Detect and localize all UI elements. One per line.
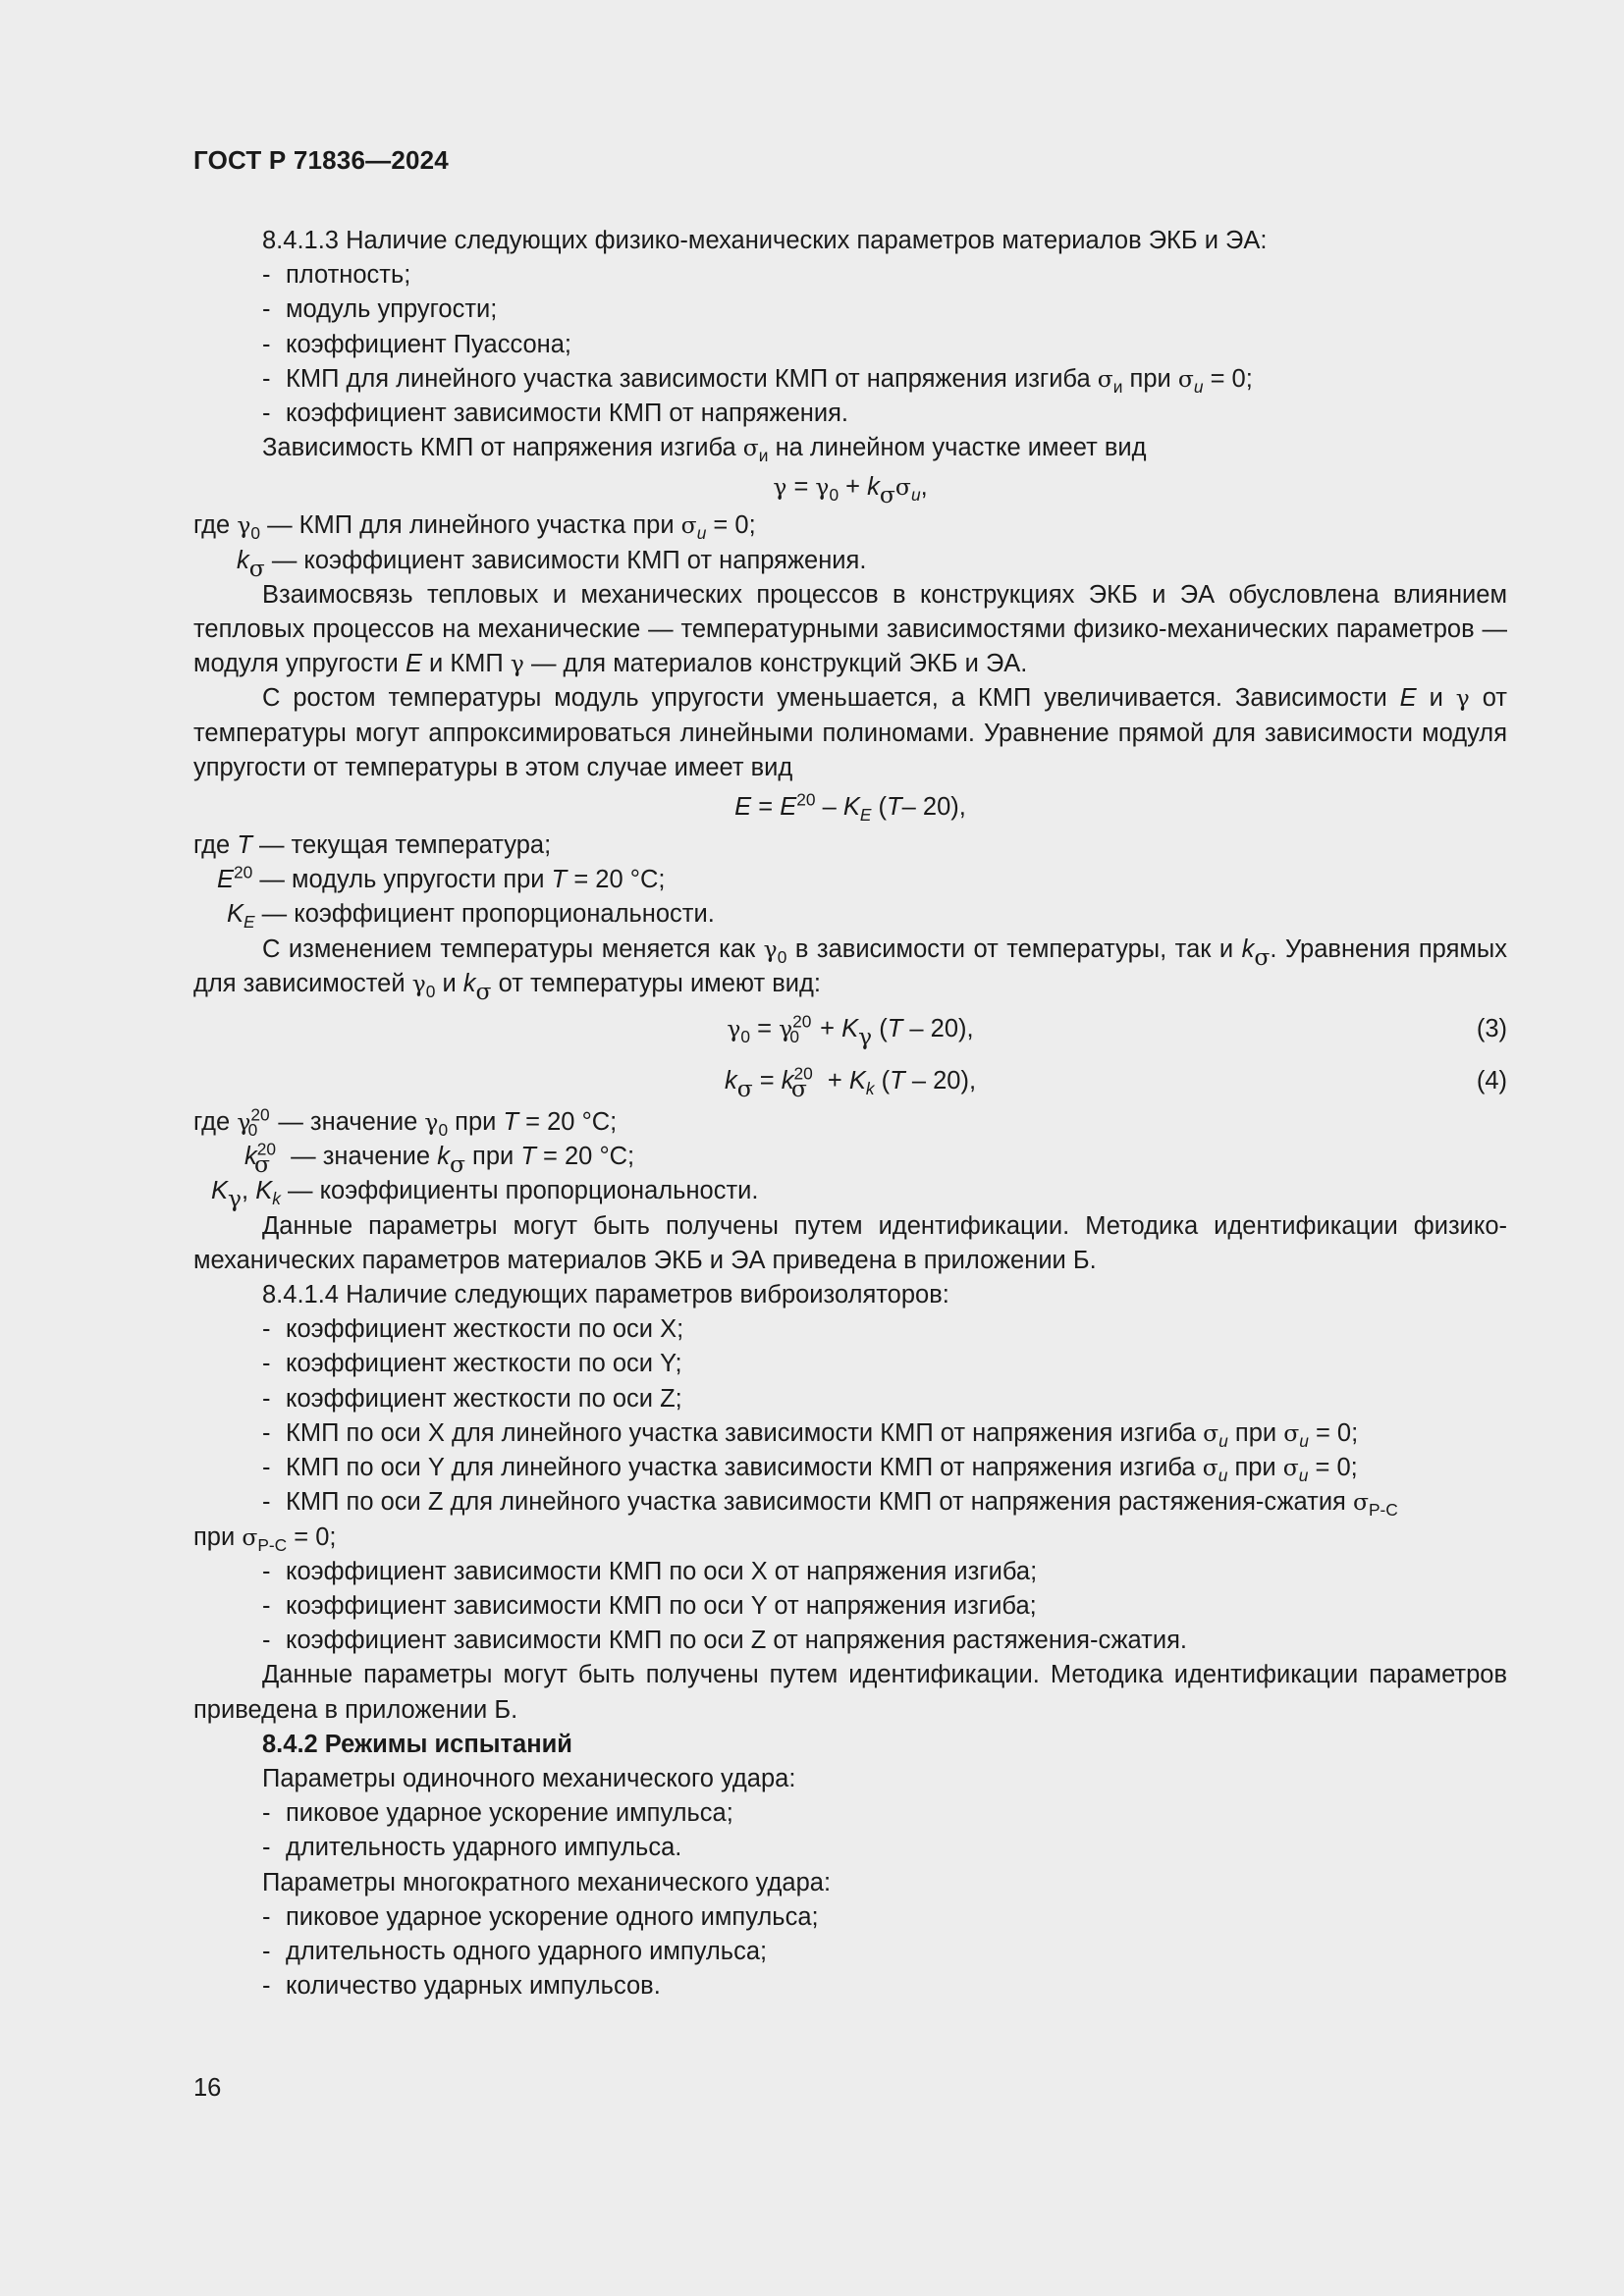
where-line: где T — текущая температура; [193, 831, 552, 860]
paragraph: Параметры одиночного механического удара: [262, 1764, 796, 1792]
page-number: 16 [193, 2074, 222, 2102]
where-line: $K_E$ — коэффициент пропорциональности. [227, 900, 715, 933]
paragraph: Параметры многократного механического удара: [262, 1868, 832, 1896]
list-item: - модуль упругости; [262, 295, 498, 324]
list-item: - коэффициент зависимости КМП от напряжения. [262, 400, 848, 428]
formula-4: $k_\sigma = k^{20}_\sigma + K_k$ (T – 20), (4) [193, 1053, 1507, 1105]
formula-3: $\gamma_0 = \gamma^{20}_0 + K_\gamma$ (T – 20), (3) [193, 1001, 1507, 1053]
list-item: - коэффициент зависимости КМП по оси Y от напряжения изгиба; [262, 1591, 1037, 1620]
clause-8-4-1-3-intro: 8.4.1.3 Наличие следующих физико-механических параметров материалов ЭКБ и ЭА: [262, 227, 1268, 254]
list-item: - КМП для линейного участка зависимости КМП от напряжения изгиба $\sigma_и$ при $\sigma_u = 0$; [262, 364, 1253, 397]
where-line: где $\gamma^{20}_0$ — значение $\gamma_0$ при T = 20 °C; [193, 1104, 618, 1141]
list-item: - пиковое ударное ускорение одного импульса; [262, 1902, 819, 1931]
where-line: $E^{20}$ — модуль упругости при T = 20 °C; [217, 862, 666, 894]
list-item: - КМП по оси Z для линейного участка зависимости КМП от напряжения растяжения-сжатия $\sigma_{Р-С}$ [262, 1488, 1398, 1521]
list-item: - коэффициент Пуассона; [262, 330, 572, 358]
list-item: - КМП по оси X для линейного участка зависимости КМП от напряжения изгиба $\sigma_u$ при $\sigma_u = 0$; [262, 1418, 1359, 1451]
document-body [193, 224, 1507, 2003]
paragraph: С изменением температуры меняется как $\gamma_0$ в зависимости от температуры, так и $k_\sigma$. Уравнения прямых для зависимостей $\gamma_0$ и $k_\sigma$ от температуры имеют вид: [193, 934, 1507, 1006]
list-item: - количество ударных импульсов. [262, 1972, 661, 2001]
paragraph: Взаимосвязь тепловых и механических процессов в конструкциях ЭКБ и ЭА обусловлена влиянием тепловых процессов на механические — температурными зависимостями физико-механических параметров — модуля упругости E и КМП γ — для материалов конструкций ЭКБ и ЭА. [193, 580, 1507, 678]
list-item: - коэффициент жесткости по оси Z; [262, 1384, 682, 1413]
clause-8-4-1-4-intro: 8.4.1.4 Наличие следующих параметров виброизоляторов: [262, 1281, 949, 1309]
list-item: - длительность ударного импульса. [262, 1834, 682, 1862]
where-line: $k^{20}_\sigma$ — значение $k_\sigma$ при T = 20 °C; [244, 1139, 635, 1179]
paragraph: Зависимость КМП от напряжения изгиба $\sigma_и$ на линейном участке имеет вид [262, 434, 1147, 466]
list-item: - КМП по оси Y для линейного участка зависимости КМП от напряжения изгиба $\sigma_u$ при $\sigma_u = 0$; [262, 1454, 1358, 1486]
formula-E: $E = E^{20} - K_E$ (T– 20), [734, 789, 966, 826]
paragraph: С ростом температуры модуль упругости уменьшается, а КМП увеличивается. Зависимости E и γ от температуры могут аппроксимироваться линейными полиномами. Уравнение прямой для зависимости модуля упругости от температуры в этом случае имеет вид [193, 684, 1507, 781]
list-item: - коэффициент зависимости КМП по оси Z от напряжения растяжения-сжатия. [262, 1627, 1187, 1655]
document-header: ГОСТ Р 71836—2024 [193, 145, 449, 175]
list-item-continuation: при $\sigma_{Р-С} = 0$; [193, 1522, 337, 1555]
section-title-8-4-2: 8.4.2 Режимы испытаний [262, 1730, 572, 1758]
equation-number: (4) [1476, 1067, 1507, 1095]
paragraph: Данные параметры могут быть получены путем идентификации. Методика идентификации параметров приведена в приложении Б. [193, 1661, 1507, 1724]
list-item: - пиковое ударное ускорение импульса; [262, 1799, 733, 1828]
list-item: - плотность; [262, 261, 411, 290]
where-line: где $\gamma_0$ — КМП для линейного участка при $\sigma_u = 0$; [193, 511, 756, 544]
list-item: - коэффициент зависимости КМП по оси X от напряжения изгиба; [262, 1557, 1038, 1585]
where-line: $K_\gamma$, $K_k$ — коэффициенты пропорциональности. [211, 1177, 759, 1213]
list-item: - длительность одного ударного импульса; [262, 1937, 768, 1965]
where-line: $k_\sigma$ — коэффициент зависимости КМП от напряжения. [237, 546, 867, 582]
equation-number: (3) [1476, 1015, 1507, 1043]
formula-gamma: $\gamma = \gamma_0 + k_\sigma\sigma_u$, [773, 473, 928, 509]
paragraph: Данные параметры могут быть получены путем идентификации. Методика идентификации физико-механических параметров материалов ЭКБ и ЭА приведена в приложении Б. [193, 1211, 1507, 1274]
list-item: - коэффициент жесткости по оси Y; [262, 1350, 682, 1378]
list-item: - коэффициент жесткости по оси X; [262, 1315, 684, 1344]
